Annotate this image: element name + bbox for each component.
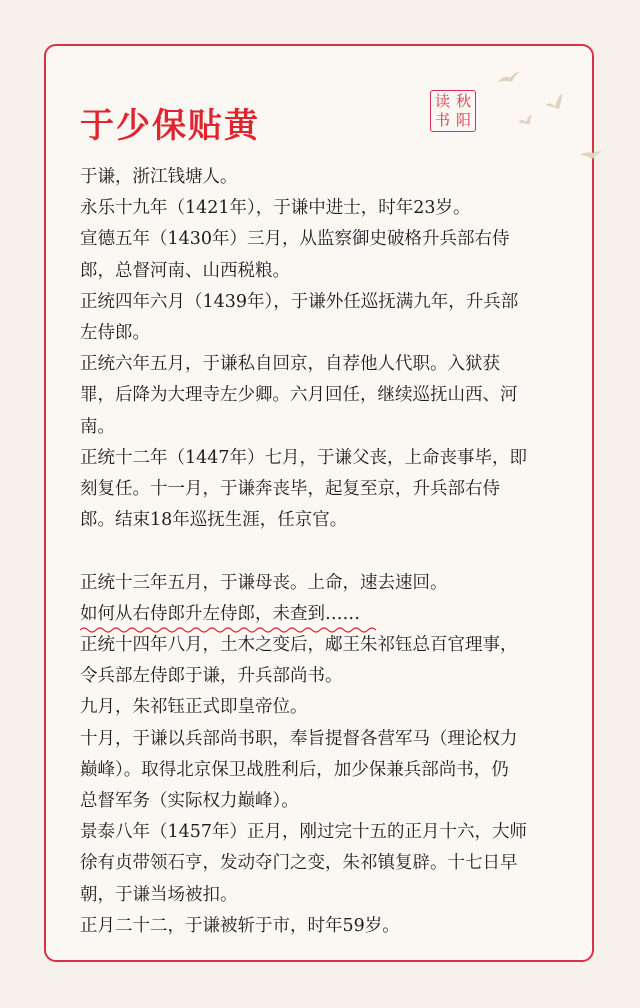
birds-icon (490, 60, 620, 170)
text-line: 刻复任。十一月，于谦奔丧毕，起复至京，升兵部右侍 (80, 479, 500, 500)
text-line (80, 599, 560, 630)
text-line: 徐有贞带领石亨，发动夺门之变，朱祁镇复辟。十七日早 (80, 853, 518, 874)
blank-line (80, 536, 560, 567)
text-line: 正统六年五月，于谦私自回京，自荐他人代职。入狱获 (80, 354, 500, 375)
text-line: 朝，于谦当场被扣。 (80, 884, 238, 905)
squiggle-underline (80, 627, 376, 633)
text-line: 景泰八年（1457年）正月，刚过完十五的正月十六，大师 (80, 822, 528, 843)
text-line: 左侍郎。 (80, 323, 150, 344)
seal-char: 读 (434, 92, 450, 110)
underlined-text (80, 599, 360, 630)
seal-char: 秋 (455, 92, 471, 110)
text-line: 正月二十二，于谦被斩于市，时年59岁。 (80, 915, 400, 936)
text-line: 宣德五年（1430年）三月，从监察御史破格升兵部右侍 (80, 229, 510, 250)
text-line: 郎。结束18年巡抚生涯，任京官。 (80, 510, 348, 531)
seal-icon (430, 90, 476, 132)
text-line: 永乐十九年（1421年），于谦中进士，时年23岁。 (80, 198, 471, 219)
seal-char: 阳 (455, 111, 471, 129)
page-title: 于少保贴黄 (80, 106, 260, 146)
text-line: 总督军务（实际权力巅峰）。 (80, 791, 299, 812)
article-body (80, 162, 560, 942)
text-line: 正统四年六月（1439年），于谦外任巡抚满九年，升兵部 (80, 291, 519, 312)
text-line: 郎，总督河南、山西税粮。 (80, 260, 290, 281)
text-line: 十月，于谦以兵部尚书职，奉旨提督各营军马（理论权力 (80, 728, 518, 749)
text-line: 南。 (80, 416, 115, 437)
underlined-text-content: 如何从右侍郎升左侍郎，未查到…… (80, 603, 360, 624)
text-line: 罪，后降为大理寺左少卿。六月回任，继续巡抚山西、河 (80, 385, 518, 406)
text-line: 令兵部左侍郎于谦，升兵部尚书。 (80, 666, 343, 687)
text-line: 正统十二年（1447年）七月，于谦父丧，上命丧事毕，即 (80, 447, 528, 468)
text-line: 九月，朱祁钰正式即皇帝位。 (80, 697, 308, 718)
text-line: 于谦，浙江钱塘人。 (80, 167, 238, 187)
text-line: 巅峰）。取得北京保卫战胜利后，加少保兼兵部尚书，仍 (80, 759, 509, 780)
seal-char: 书 (434, 111, 450, 129)
text-line: 正统十四年八月，土木之变后，郕王朱祁钰总百官理事， (80, 635, 518, 656)
text-line: 正统十三年五月，于谦母丧。上命，速去速回。 (80, 572, 448, 593)
